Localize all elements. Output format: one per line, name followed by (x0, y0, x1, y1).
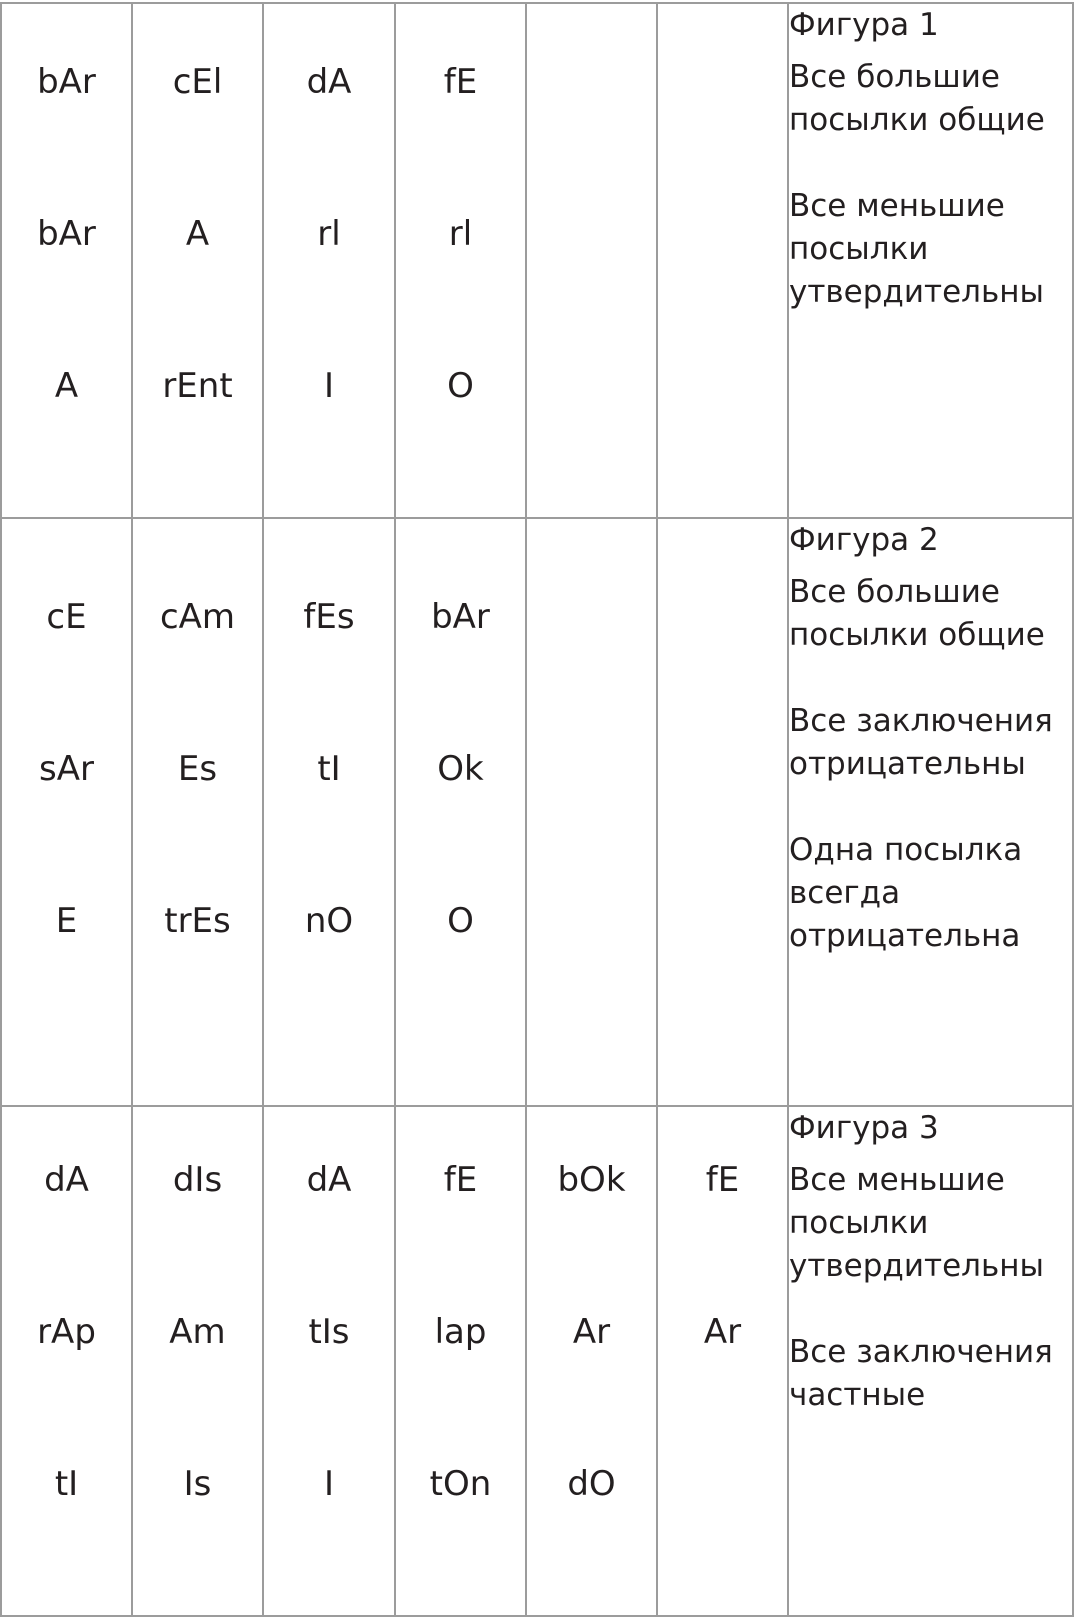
figure-1-syllogism-6 (657, 3, 788, 518)
figure-3-syllogism-1 (1, 1106, 132, 1616)
figure-1-syllogism-1 (1, 3, 132, 518)
syllogism-term (527, 213, 656, 365)
syllogism-term: dA (306, 1160, 352, 1200)
syllogism-term (658, 365, 787, 517)
figure-1-syllogism-2 (132, 3, 263, 518)
syllogism-term: sAr (39, 749, 94, 789)
syllogism-term: O (447, 366, 474, 406)
syllogism-term: trEs (164, 901, 231, 941)
syllogism-term: dIs (172, 1160, 223, 1200)
figure-3-syllogism-5 (526, 1106, 657, 1616)
syllogism-term (527, 748, 656, 900)
syllogism-term: A (54, 366, 79, 406)
syllogism-term: rl (317, 214, 341, 254)
syllogism-term: I (323, 366, 335, 406)
syllogism-term: Is (183, 1464, 212, 1504)
figure-2-syllogism-5 (526, 518, 657, 1106)
syllogism-term (658, 900, 787, 1052)
syllogism-term (658, 1463, 787, 1615)
syllogism-term: rAp (37, 1312, 96, 1352)
syllogism-term: A (185, 214, 210, 254)
syllogism-term: dA (44, 1160, 89, 1200)
figure-rule: Одна посылка всегда отрицательна (789, 832, 1023, 954)
syllogism-term: E (55, 901, 78, 941)
syllogism-term: fEs (303, 597, 355, 637)
figure-2-title: Фигура 2 (789, 522, 939, 558)
syllogism-term: fE (443, 62, 478, 102)
figure-2-syllogism-2 (132, 518, 263, 1106)
syllogism-term: bOk (557, 1160, 626, 1200)
syllogism-term: bAr (431, 597, 490, 637)
figure-rule: Все большие посылки общие (789, 574, 1045, 653)
figure-rule: Все заключения частные (789, 1334, 1053, 1413)
syllogism-term (527, 900, 656, 1052)
syllogism-term: Ar (703, 1312, 742, 1352)
figure-3-syllogism-3 (263, 1106, 395, 1616)
syllogism-term: tI (54, 1464, 79, 1504)
figure-3-syllogism-4 (395, 1106, 526, 1616)
syllogism-term: O (447, 901, 474, 941)
figure-3-row (1, 1106, 1073, 1616)
syllogism-term: Ar (572, 1312, 611, 1352)
syllogism-term: tI (317, 749, 341, 789)
syllogism-term: dA (306, 62, 352, 102)
syllogism-term: rEnt (162, 366, 233, 406)
figure-2-syllogism-1 (1, 518, 132, 1106)
syllogism-term: cE (46, 597, 87, 637)
syllogism-term: bAr (37, 214, 96, 254)
figure-1-description (788, 3, 1073, 518)
syllogism-term: cAm (159, 597, 236, 637)
syllogism-term: nO (304, 901, 354, 941)
syllogism-term: Ok (437, 749, 484, 789)
syllogism-term (527, 596, 656, 748)
syllogism-term (658, 61, 787, 213)
figure-1-syllogism-4 (395, 3, 526, 518)
figure-3-syllogism-2 (132, 1106, 263, 1616)
figure-1-syllogism-5 (526, 3, 657, 518)
syllogism-term (527, 61, 656, 213)
syllogism-term: cEl (172, 62, 223, 102)
figure-3-description (788, 1106, 1073, 1616)
syllogism-term: lap (434, 1312, 487, 1352)
syllogism-term (658, 596, 787, 748)
figure-rule: Все меньшие посылки утвердительны (789, 1162, 1044, 1284)
syllogism-figures-table (0, 2, 1074, 1617)
syllogism-term (658, 213, 787, 365)
figure-2-syllogism-6 (657, 518, 788, 1106)
syllogism-term (658, 748, 787, 900)
figure-rule: Все заключения отрицательны (789, 703, 1053, 782)
figure-2-syllogism-3 (263, 518, 395, 1106)
figure-rule: Все большие посылки общие (789, 59, 1045, 138)
figure-3-title: Фигура 3 (789, 1110, 939, 1146)
figure-rule: Все меньшие посылки утвердительны (789, 188, 1044, 310)
figure-3-syllogism-6 (657, 1106, 788, 1616)
syllogism-term: bAr (37, 62, 96, 102)
syllogism-term: Es (177, 749, 218, 789)
figure-1-syllogism-3 (263, 3, 395, 518)
figure-2-syllogism-4 (395, 518, 526, 1106)
syllogism-term: tIs (308, 1312, 350, 1352)
syllogism-term (527, 365, 656, 517)
syllogism-term: Am (169, 1312, 226, 1352)
figure-2-row (1, 518, 1073, 1106)
syllogism-term: fE (705, 1160, 740, 1200)
syllogism-term: I (323, 1464, 335, 1504)
syllogism-term: rl (448, 214, 473, 254)
syllogism-term: dO (567, 1464, 616, 1504)
figure-1-row (1, 3, 1073, 518)
figure-1-title: Фигура 1 (789, 7, 939, 43)
syllogism-term: tOn (429, 1464, 492, 1504)
syllogism-term: fE (443, 1160, 478, 1200)
figure-2-description (788, 518, 1073, 1106)
